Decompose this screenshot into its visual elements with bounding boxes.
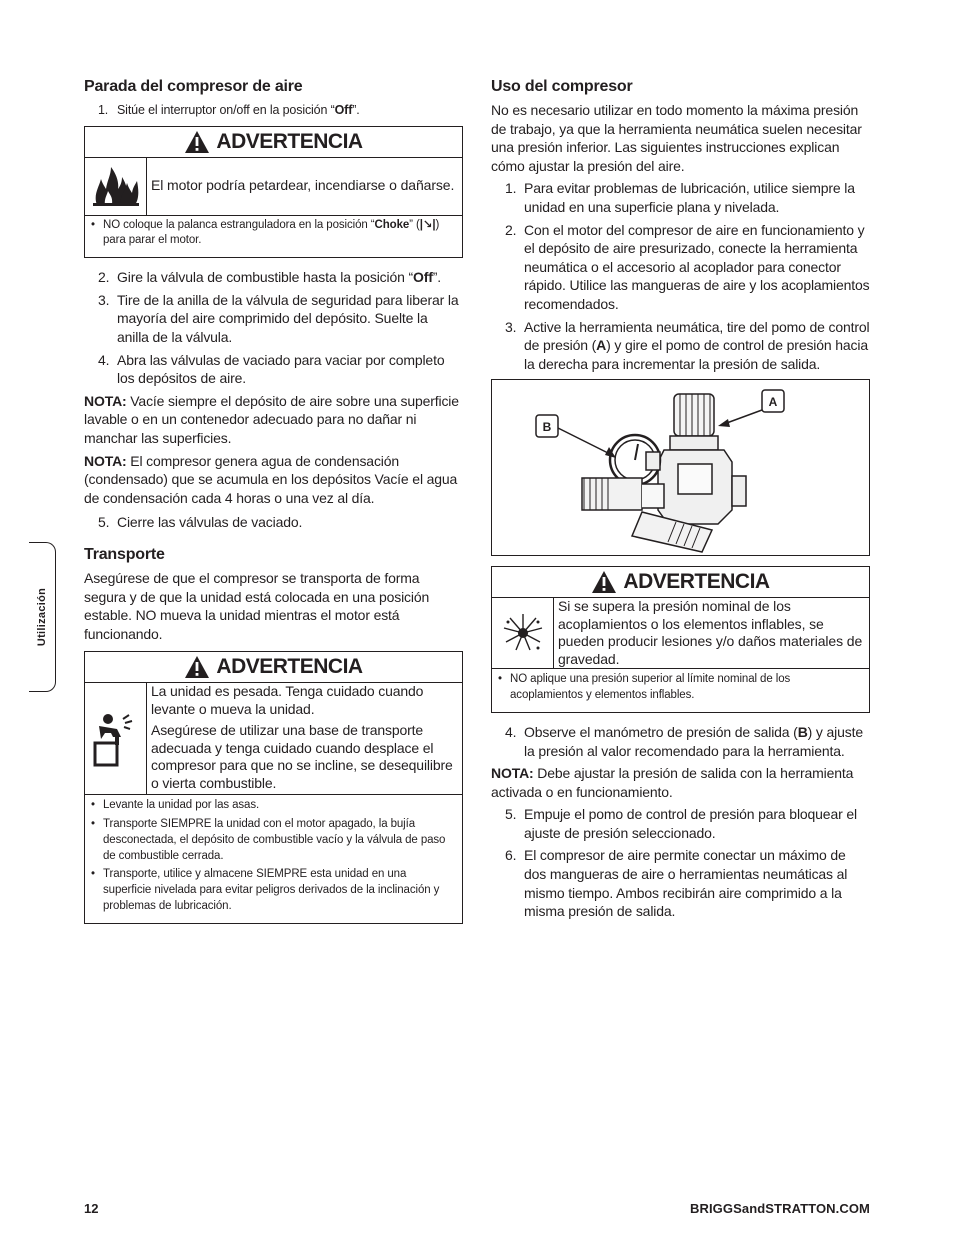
warning-text: La unidad es pesada. Tenga cuidado cuando levante o mueva la unidad. <box>151 683 424 717</box>
regulator-figure <box>491 379 870 556</box>
warning-triangle-icon <box>184 130 210 154</box>
steps-list <box>84 513 463 532</box>
warning-title: ADVERTENCIA <box>216 129 363 153</box>
step-item: 2. Gire la válvula de combustible hasta la posición “Off”. <box>98 269 442 286</box>
note-paragraph: NOTA: Debe ajustar la presión de salida con la herramienta activada o en funcionamiento. <box>491 765 854 800</box>
footer-website: BRIGGSandSTRATTON.COM <box>689 1201 870 1216</box>
warning-text: Asegúrese de utilizar una base de transporte adecuada y tenga cuidado cuando desplace el compresor para que no se incline, se desequilibre o vierta combustible. <box>151 722 453 791</box>
warning-box-heavy <box>84 651 463 924</box>
warning-box-fire <box>84 126 463 259</box>
warning-header <box>85 127 462 158</box>
step-item: 1. Sitúe el interruptor on/off en la posición “Off”. <box>98 103 360 117</box>
warning-bullet: • Transporte SIEMPRE la unidad con el motor apagado, la bujía desconectada, el depósito de combustible vacío y la válvula de paso de combustible cerrada. <box>91 817 456 864</box>
steps-list <box>491 723 870 760</box>
section-title-transport: Transporte <box>84 545 165 563</box>
warning-triangle-icon <box>184 655 210 679</box>
steps-list <box>84 101 463 120</box>
section-title-usage: Uso del compresor <box>491 78 633 95</box>
page-number: 12 <box>84 1201 99 1216</box>
warning-text: El motor podría petardear, incendiarse o dañarse. <box>151 177 455 194</box>
step-item: 1. Para evitar problemas de lubricación, utilice siempre la unidad en una superficie plana y nivelada. <box>505 180 855 215</box>
warning-bullets <box>85 795 462 923</box>
step-item: 5. Cierre las válvulas de vaciado. <box>98 514 303 531</box>
intro-paragraph: No es necesario utilizar en todo momento la máxima presión de trabajo, ya que la herramienta neumática suelen necesitar una presión inferior. Las siguientes instrucciones explican cómo ajustar la presión del aire. <box>491 102 862 174</box>
section-side-tab <box>29 542 56 692</box>
burst-icon <box>492 598 554 668</box>
callout-label-a: A <box>768 395 778 410</box>
warning-triangle-icon <box>591 570 617 594</box>
section-title-stopping: Parada del compresor de aire <box>84 78 303 95</box>
warning-text: Si se supera la presión nominal de los acoplamientos o los elementos inflables, se pueden producir lesiones y/o daños materiales de gravedad. <box>558 598 863 667</box>
step-item: 6. El compresor de aire permite conectar un máximo de dos mangueras de aire o herramientas neumáticas al mismo tiempo. Ambos recibirán aire comprimido a la misma presión de salida. <box>505 847 848 920</box>
warning-bullets <box>492 669 869 712</box>
warning-bullets <box>85 216 462 258</box>
warning-bullet: • NO coloque la palanca estranguladora en la posición “Choke” (|↘|) para parar el motor. <box>91 218 456 250</box>
step-item: 4. Abra las válvulas de vaciado para vaciar por completo los depósitos de aire. <box>98 351 445 387</box>
steps-list <box>84 268 463 388</box>
steps-list <box>491 805 870 921</box>
step-item: 4. Observe el manómetro de presión de salida (B) y ajuste la presión al valor recomendado para la herramienta. <box>505 723 863 759</box>
warning-header <box>85 652 462 683</box>
step-item: 3. Active la herramienta neumática, tire del pomo de control de presión (A) y gire el pomo de control de presión hacia la derecha para incrementar la presión de salida. <box>505 318 870 372</box>
step-item: 3. Tire de la anilla de la válvula de seguridad para liberar la mayoría del aire comprimido del depósito. Suelte la anilla de la válvula. <box>98 291 459 345</box>
side-tab-label: Utilización <box>36 587 48 647</box>
note-paragraph: NOTA: Vacíe siempre el depósito de aire sobre una superficie lavable o en un contenedor adecuado para no dañar ni manchar las superficies. <box>84 392 459 446</box>
warning-title: ADVERTENCIA <box>623 570 770 594</box>
left-column <box>84 78 463 934</box>
step-item: 5. Empuje el pomo de control de presión para bloquear el ajuste de presión seleccionado. <box>505 806 857 841</box>
steps-list <box>491 179 870 373</box>
warning-body <box>85 158 462 216</box>
fire-icon <box>85 158 147 215</box>
warning-title: ADVERTENCIA <box>216 655 363 679</box>
warning-bullet: • NO aplique una presión superior al límite nominal de los acoplamientos y elementos inflables. <box>498 672 863 704</box>
note-paragraph: NOTA: El compresor genera agua de condensación (condensado) que se acumula en los depósitos Vacíe el agua de condensación cada 4 horas o una vez al día. <box>84 452 458 506</box>
warning-box-pressure <box>491 566 870 713</box>
step-item: 2. Con el motor del compresor de aire en funcionamiento y el depósito de aire presurizado, conecte la herramienta neumática o el accesorio al acoplador para conector rápido. Utilice las mangueras de aire y los acoplamientos recomendados. <box>505 221 870 312</box>
warning-body <box>85 683 462 795</box>
pressure-regulator-illustration <box>492 380 868 555</box>
transport-paragraph: Asegúrese de que el compresor se transporta de forma segura y de que la unidad está colocada en una posición estable. NO mueva la unidad mientras el motor está funcionando. <box>84 569 430 642</box>
heavy-lift-icon <box>85 683 147 794</box>
warning-header <box>492 567 869 598</box>
right-column <box>491 78 870 925</box>
callout-label-b: B <box>542 420 552 435</box>
warning-body <box>492 598 869 669</box>
warning-bullet: • Levante la unidad por las asas. <box>91 798 456 814</box>
warning-bullet: • Transporte, utilice y almacene SIEMPRE esta unidad en una superficie nivelada para evitar peligros derivados de la inclinación y problemas de lubricación. <box>91 867 456 914</box>
